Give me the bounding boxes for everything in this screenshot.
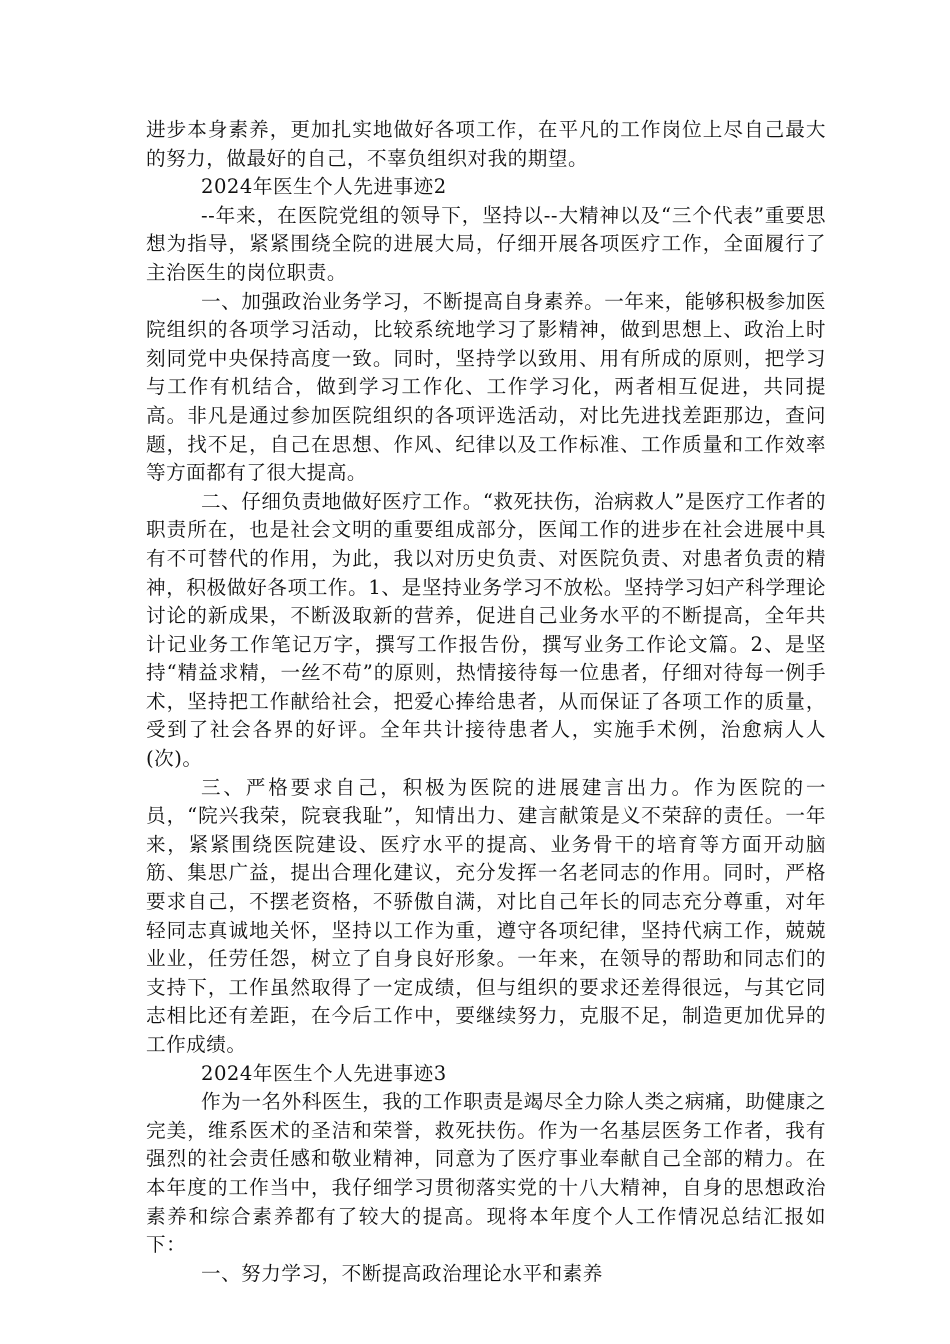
paragraph: 一、努力学习，不断提高政治理论水平和素养 — [201, 1261, 603, 1285]
paragraph: 三、严格要求自己，积极为医院的进展建言出力。作为医院的一员，“院兴我荣，院衰我耻”，知情出力、建言献策是义不荣辞的责任。一年来，紧紧围绕医院建设、医疗水平的提高、业务骨干的培育等方面开动脑筋、集思广益，提出合理化建议，充分发挥一名老同志的作用。同时，严格要求自己，不摆老资格，不骄傲自满，对比自己年长的同志充分尊重，对年轻同志真诚地关怀，坚持以工作为重，遵守各项纪律，坚持代病工作，兢兢业业，任劳任怨，树立了自身良好形象。一年来，在领导的帮助和同志们的支持下，工作虽然取得了一定成绩，但与组织的要求还差得很远，与其它同志相比还有差距，在今后工作中，要继续努力，克服不足，制造更加优异的工作成绩。 — [146, 775, 826, 1056]
paragraph: --年来，在医院党组的领导下，坚持以--大精神以及“三个代表”重要思想为指导，紧紧围绕全院的进展大局，仔细开展各项医疗工作，全面履行了主治医生的岗位职责。 — [146, 203, 826, 284]
paragraph: 二、仔细负责地做好医疗工作。“救死扶伤，治病救人”是医疗工作者的职责所在，也是社会文明的重要组成部分，医闻工作的进步在社会进展中具有不可替代的作用，为此，我以对历史负责、对医院负责、对患者负责的精神，积极做好各项工作。1、是坚持业务学习不放松。坚持学习妇产科学理论讨论的新成果，不断汲取新的营养，促进自己业务水平的不断提高，全年共计记业务工作笔记万字，撰写工作报告份，撰写业务工作论文篇。2、是坚持“精益求精，一丝不苟”的原则，热情接待每一位患者，仔细对待每一例手术，坚持把工作献给社会，把爱心捧给患者，从而保证了各项工作的质量，受到了社会各界的好评。全年共计接待患者人，实施手术例，治愈病人人(次)。 — [146, 489, 826, 771]
paragraph: 作为一名外科医生，我的工作职责是竭尽全力除人类之病痛，助健康之完美，维系医术的圣洁和荣誉，救死扶伤。作为一名基层医务工作者，我有强烈的社会责任感和敬业精神，同意为了医疗事业奉献自己全部的精力。在本年度的工作当中，我仔细学习贯彻落实党的十八大精神，自身的思想政治素养和综合素养都有了较大的提高。现将本年度个人工作情况总结汇报如下： — [146, 1090, 826, 1257]
section-heading-3: 2024年医生个人先进事迹3 — [201, 1061, 447, 1085]
paragraph: 进步本身素养，更加扎实地做好各项工作，在平凡的工作岗位上尽自己最大的努力，做最好的自己，不辜负组织对我的期望。 — [146, 118, 826, 170]
paragraph: 一、加强政治业务学习，不断提高自身素养。一年来，能够积极参加医院组织的各项学习活动，比较系统地学习了影精神，做到思想上、政治上时刻同党中央保持高度一致。同时，坚持学以致用、用有所成的原则，把学习与工作有机结合，做到学习工作化、工作学习化，两者相互促进，共同提高。非凡是通过参加医院组织的各项评选活动，对比先进找差距那边，查问题，找不足，自己在思想、作风、纪律以及工作标准、工作质量和工作效率等方面都有了很大提高。 — [146, 289, 826, 485]
section-heading-2: 2024年医生个人先进事迹2 — [201, 175, 447, 199]
document-page — [146, 116, 826, 1288]
